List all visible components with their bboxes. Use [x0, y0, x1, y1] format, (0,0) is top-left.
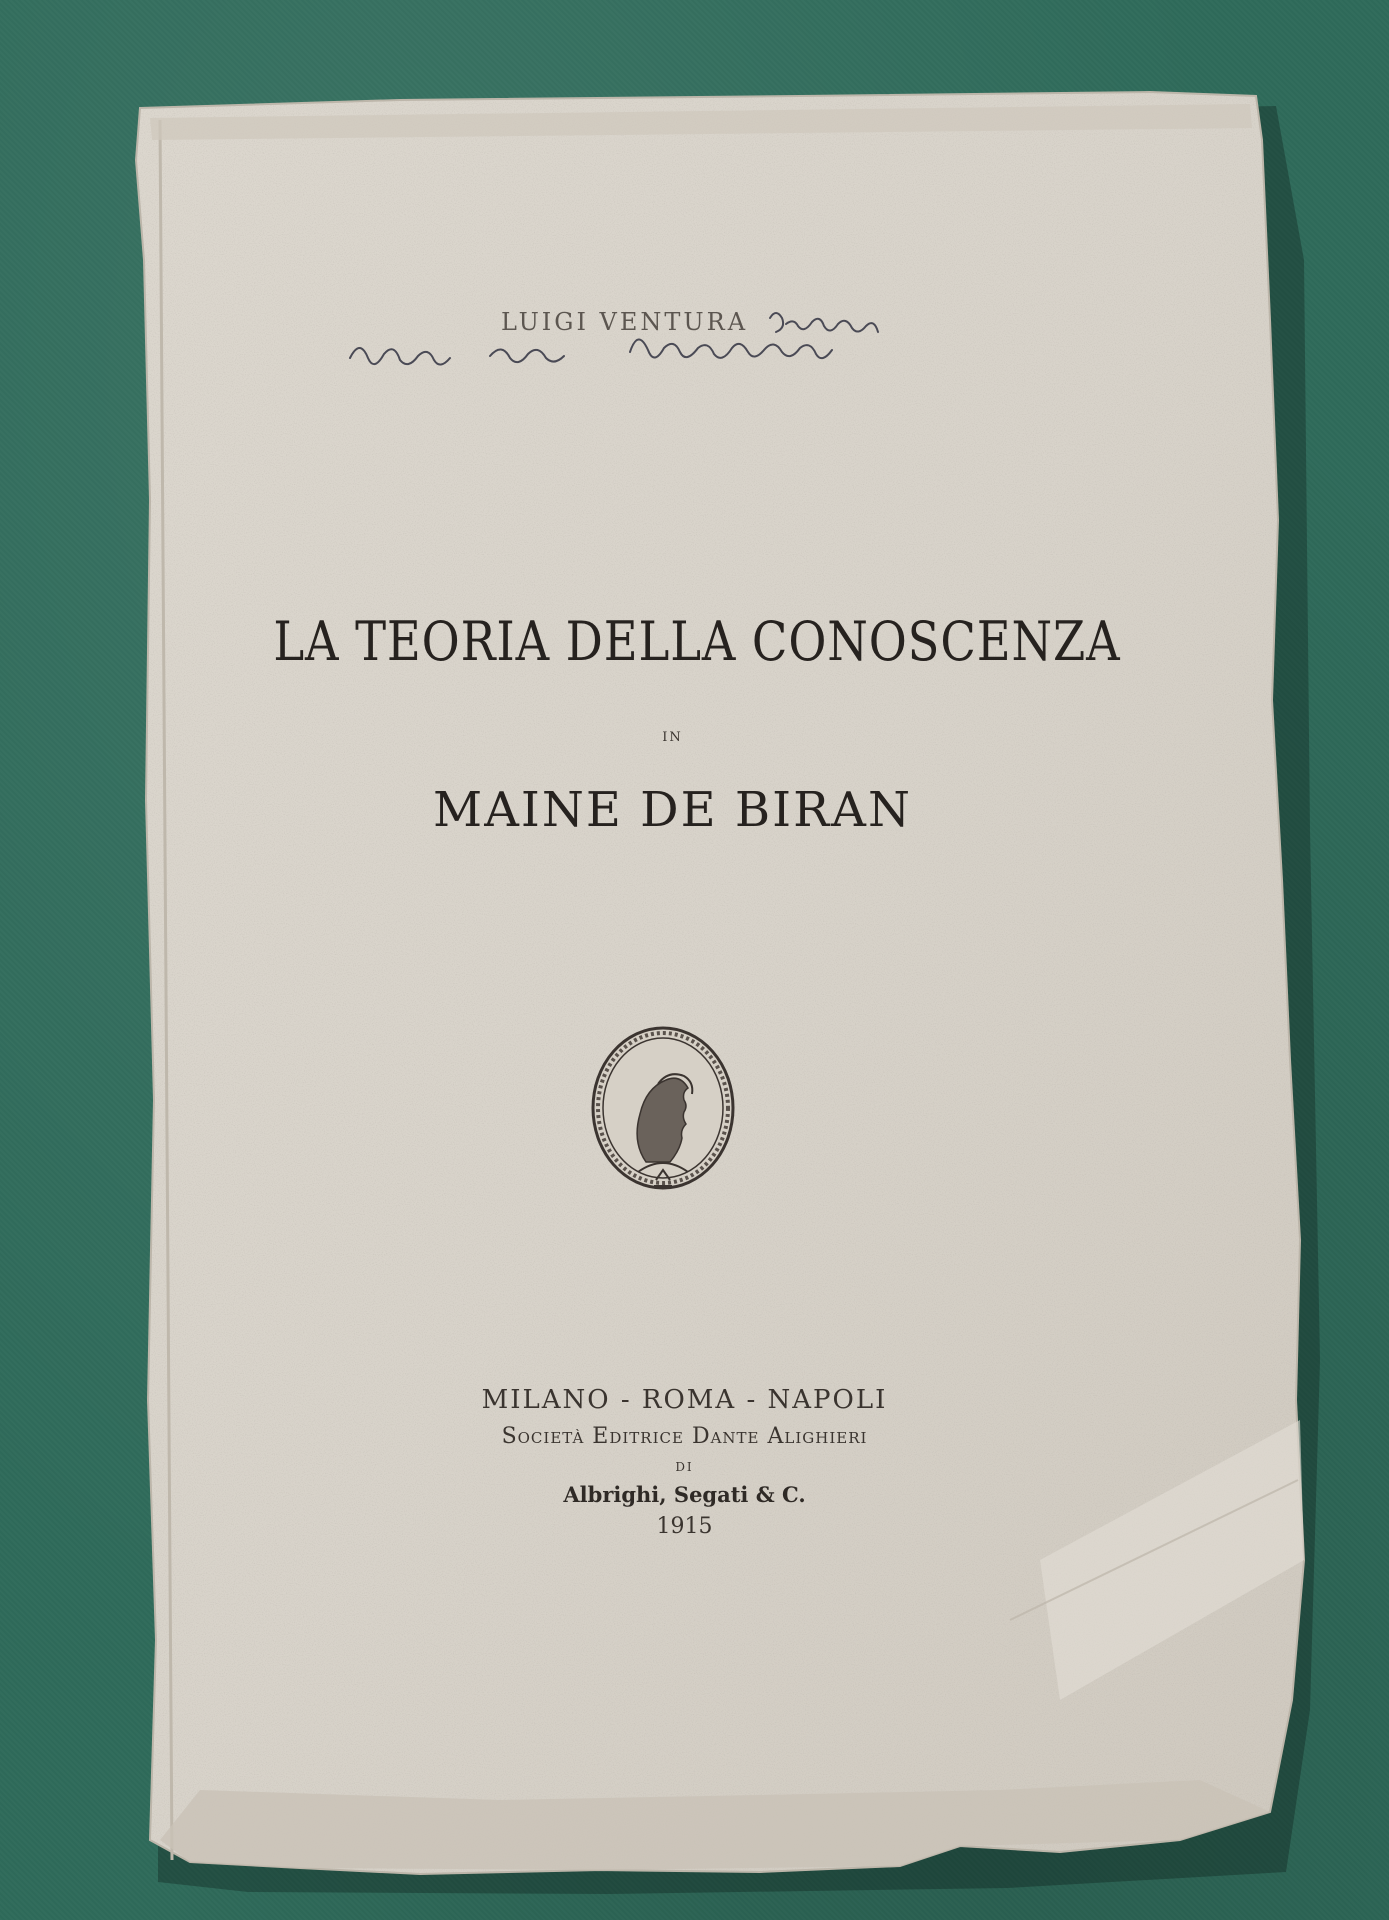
imprint-cities: MILANO - ROMA - NAPOLI — [481, 1385, 888, 1415]
title-connector: IN — [662, 730, 683, 745]
dante-portrait-medallion-icon — [588, 1022, 738, 1202]
handwritten-inscription — [340, 298, 960, 388]
author-name: LUIGI VENTURA — [500, 308, 749, 336]
imprint-connector: DI — [675, 1460, 694, 1474]
imprint-publisher: Società Editrice Dante Alighieri — [501, 1424, 868, 1449]
imprint-year: 1915 — [656, 1514, 713, 1539]
book-subject: MAINE DE BIRAN — [433, 782, 912, 838]
book-title: LA TEORIA DELLA CONOSCENZA — [273, 610, 1121, 673]
imprint-printer: Albrighi, Segati & C. — [563, 1482, 806, 1507]
